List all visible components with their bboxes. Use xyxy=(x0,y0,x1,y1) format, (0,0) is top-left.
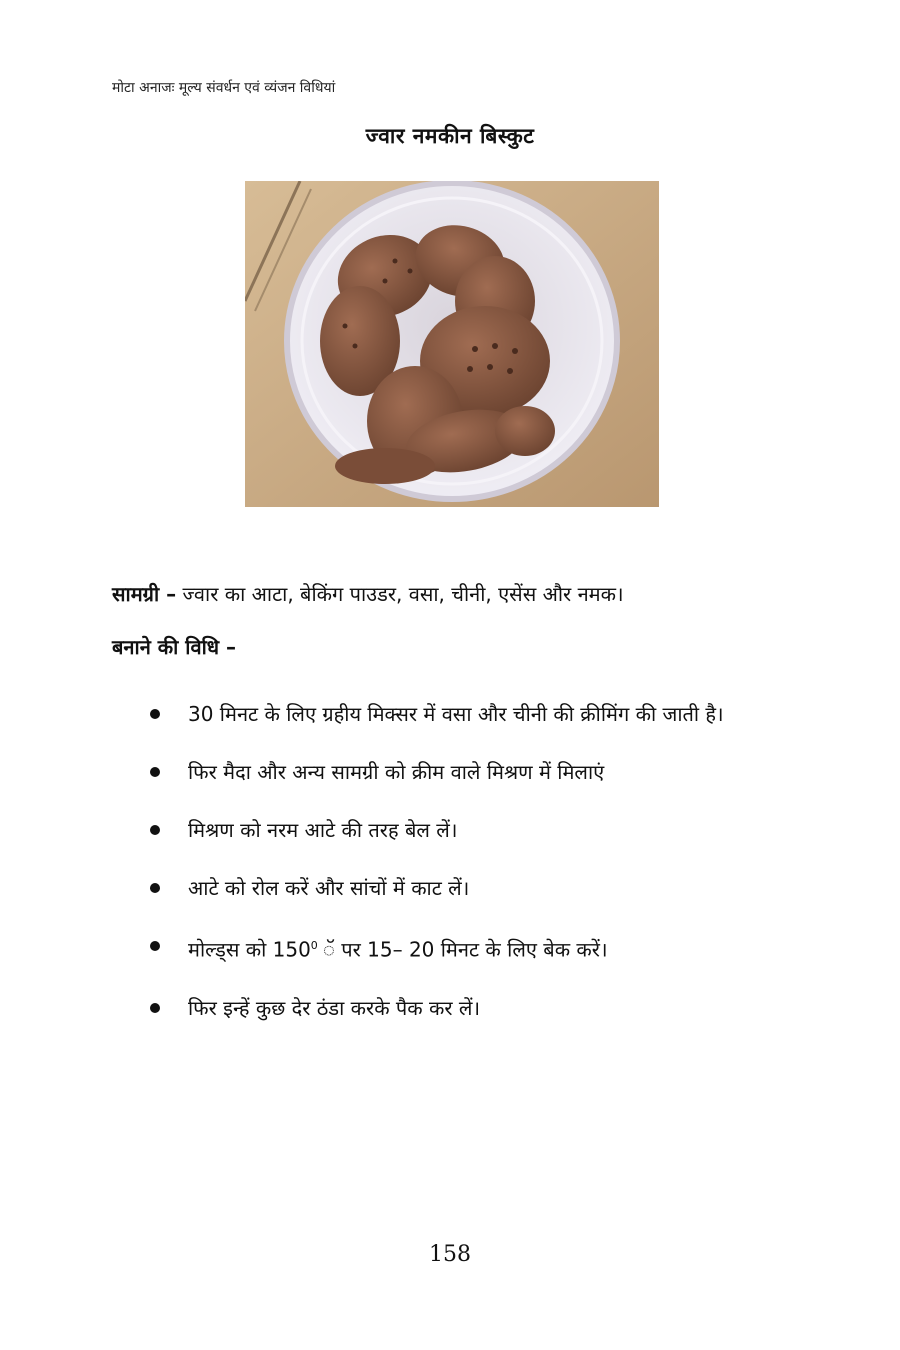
ingredients-text: ज्वार का आटा, बेकिंग पाउडर, वसा, चीनी, एसेंस और नमक। xyxy=(182,582,624,606)
method-heading: बनाने की विधि – xyxy=(112,635,237,659)
step-text-before: मोल्ड्स को 150 xyxy=(188,937,311,962)
steps-list xyxy=(148,697,798,1049)
bullet-icon xyxy=(150,883,160,893)
page-title: ज्वार नमकीन बिस्कुट xyxy=(365,124,535,148)
step-text: आटे को रोल करें और सांचों में काट लें। xyxy=(188,876,470,900)
step-text: फिर मैदा और अन्य सामग्री को क्रीम वाले मिश्रण में मिलाएं xyxy=(188,760,605,784)
ingredients-label: सामग्री – xyxy=(112,582,177,606)
ingredients-line xyxy=(112,580,802,607)
degree-superscript: 0 xyxy=(310,939,318,952)
step-text: फिर इन्हें कुछ देर ठंडा करके पैक कर लें। xyxy=(188,995,481,1020)
running-header: मोटा अनाजः मूल्य संवर्धन एवं व्यंजन विधियां xyxy=(112,80,336,96)
list-item xyxy=(148,929,798,967)
list-item xyxy=(148,697,798,731)
bullet-icon xyxy=(150,767,160,777)
step-text: मिश्रण को नरम आटे की तरह बेल लें। xyxy=(188,818,458,842)
biscuit-photo xyxy=(245,181,659,507)
list-item xyxy=(148,871,798,905)
step-text-after: ॅ पर 15– 20 मिनट के लिए बेक करें। xyxy=(317,937,608,962)
bullet-icon xyxy=(150,1003,160,1013)
list-item xyxy=(148,991,798,1025)
list-item xyxy=(148,813,798,847)
page-number: 158 xyxy=(429,1242,471,1267)
bullet-icon xyxy=(150,709,160,719)
step-text: 30 मिनट के लिए ग्रहीय मिक्सर में वसा और चीनी की क्रीमिंग की जाती है। xyxy=(188,702,724,726)
bullet-icon xyxy=(150,825,160,835)
bullet-icon xyxy=(150,941,160,951)
list-item xyxy=(148,755,798,789)
